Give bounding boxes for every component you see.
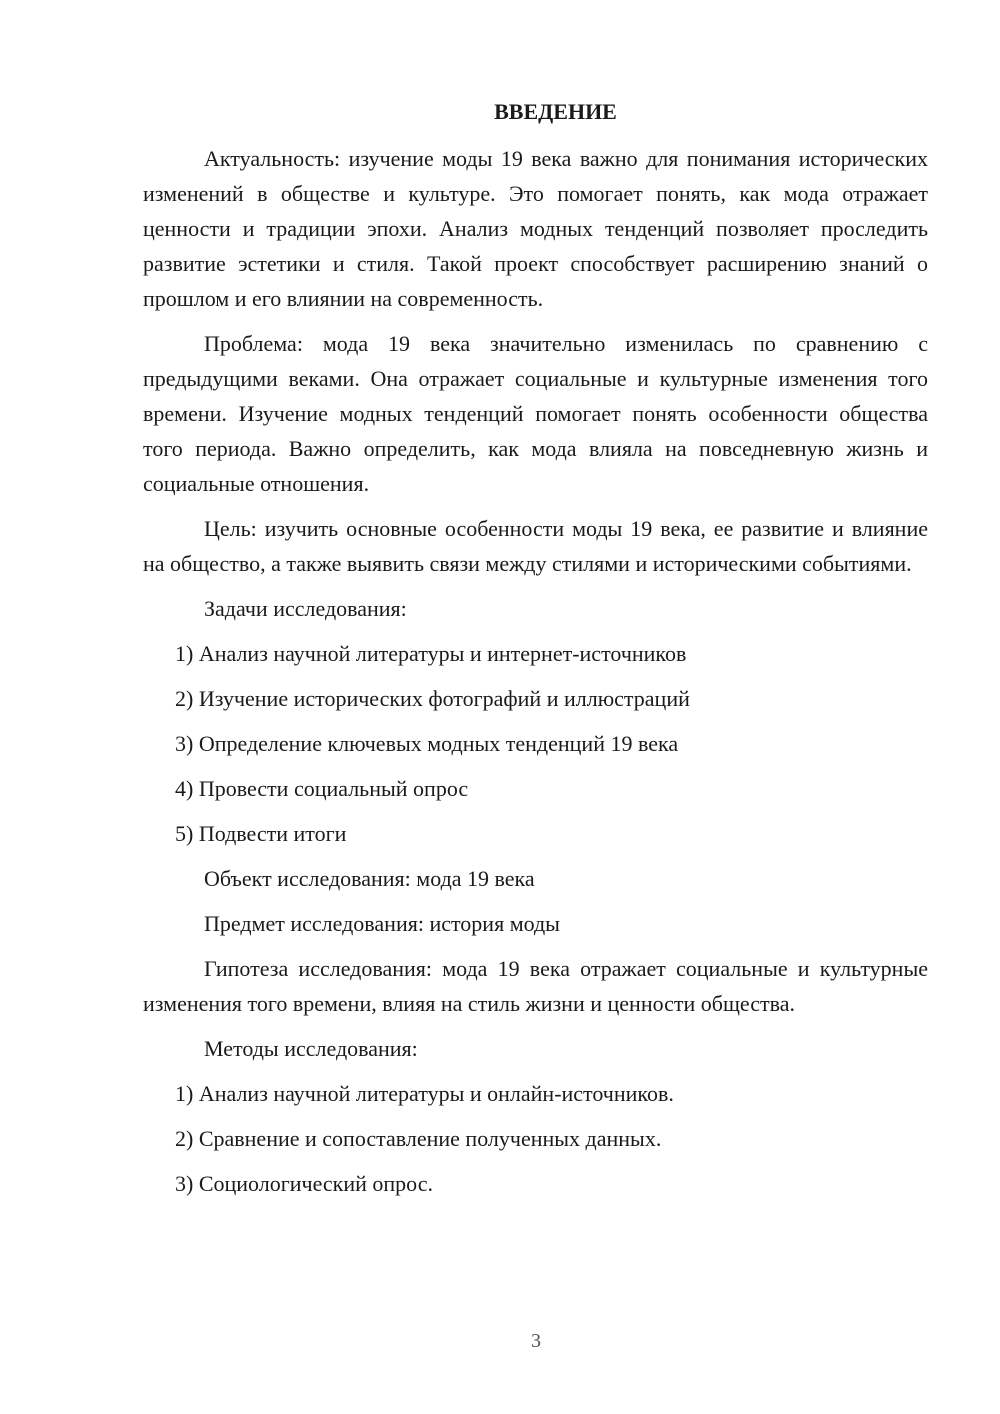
list-item: 4) Провести социальный опрос [175, 776, 469, 801]
hypothesis-paragraph: Гипотеза исследования: мода 19 века отражает социальные и культурные изменения того времени, влияя на стиль жизни и ценности общества. [143, 956, 928, 1016]
object-line: Объект исследования: мода 19 века [204, 866, 535, 891]
list-item: 1) Анализ научной литературы и онлайн-источников. [175, 1081, 674, 1106]
list-item: 2) Изучение исторических фотографий и иллюстраций [175, 686, 690, 711]
list-item: 2) Сравнение и сопоставление полученных данных. [175, 1126, 662, 1151]
page-number: 3 [531, 1330, 541, 1352]
methods-list [143, 1076, 928, 1201]
tasks-heading: Задачи исследования: [204, 596, 407, 621]
tasks-list [143, 636, 928, 851]
list-item: 3) Определение ключевых модных тенденций 19 века [175, 731, 679, 756]
page-title: ВВЕДЕНИЕ [494, 99, 617, 124]
goal-paragraph: Цель: изучить основные особенности моды 19 века, ее развитие и влияние на общество, а также выявить связи между стилями и историческими событиями. [143, 516, 928, 576]
list-item: 3) Социологический опрос. [175, 1171, 433, 1196]
problem-paragraph: Проблема: мода 19 века значительно изменилась по сравнению с предыдущими веками. Она отражает социальные и культурные изменения того времени. Изучение модных тенденций помогает понять особенности общества того периода. Важно определить, как мода влияла на повседневную жизнь и социальные отношения. [143, 331, 928, 496]
list-item: 5) Подвести итоги [175, 821, 347, 846]
relevance-paragraph: Актуальность: изучение моды 19 века важно для понимания исторических изменений в обществе и культуре. Это помогает понять, как мода отражает ценности и традиции эпохи. Анализ модных тенденций позволяет проследить развитие эстетики и стиля. Такой проект способствует расширению знаний о прошлом и его влиянии на современность. [143, 146, 928, 311]
methods-heading: Методы исследования: [204, 1036, 418, 1061]
subject-line: Предмет исследования: история моды [204, 911, 560, 936]
list-item: 1) Анализ научной литературы и интернет-источников [175, 641, 687, 666]
